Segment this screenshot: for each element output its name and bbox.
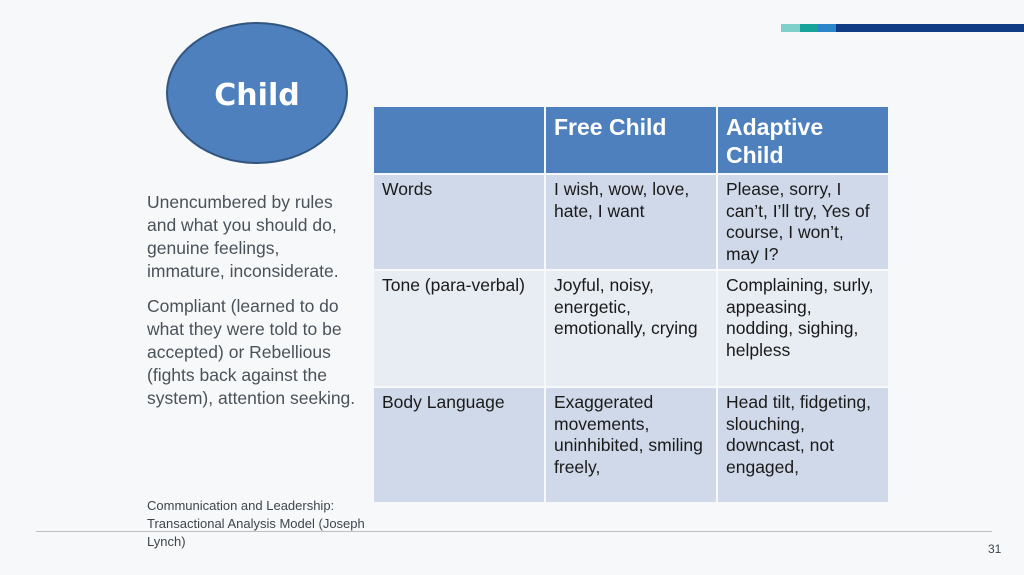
accent-stripe-3 (818, 24, 836, 32)
table-row (374, 175, 888, 269)
accent-stripe-2 (800, 24, 818, 32)
table-header-row (374, 107, 888, 173)
table-cell: Complaining, surly, appeasing, nodding, sighing, helpless (718, 271, 888, 386)
page-number: 31 (988, 542, 1002, 556)
table-cell: I wish, wow, love, hate, I want (546, 175, 716, 269)
description-paragraph-2: Compliant (learned to do what they were told to be accepted) or Rebellious (fights back against the system), attention seeking. (147, 296, 356, 408)
source-citation: Communication and Leadership: Transactional Analysis Model (Joseph Lynch) (147, 498, 365, 549)
child-table (372, 105, 890, 504)
description (147, 191, 357, 422)
table-cell: Joyful, noisy, energetic, emotionally, crying (546, 271, 716, 386)
table-row (374, 271, 888, 386)
table-header-empty (374, 107, 544, 173)
description-paragraph-1: Unencumbered by rules and what you should do, genuine feelings, immature, inconsiderate. (147, 192, 339, 281)
table-cell-label: Words (374, 175, 544, 269)
table-header-adaptive-child: Adaptive Child (718, 107, 888, 173)
accent-stripe-1 (781, 24, 800, 32)
table-header-free-child: Free Child (546, 107, 716, 173)
table-cell-label: Body Language (374, 388, 544, 502)
table-cell: Exaggerated movements, uninhibited, smiling freely, (546, 388, 716, 502)
table-cell: Please, sorry, I can’t, I’ll try, Yes of course, I won’t, may I? (718, 175, 888, 269)
footer-divider (36, 531, 992, 532)
table-row (374, 388, 888, 502)
accent-stripe-4 (836, 24, 1024, 32)
table-cell-label: Tone (para-verbal) (374, 271, 544, 386)
ellipse-label: Child (214, 77, 300, 113)
table-cell: Head tilt, fidgeting, slouching, downcast, not engaged, (718, 388, 888, 502)
child-ellipse (166, 22, 348, 164)
